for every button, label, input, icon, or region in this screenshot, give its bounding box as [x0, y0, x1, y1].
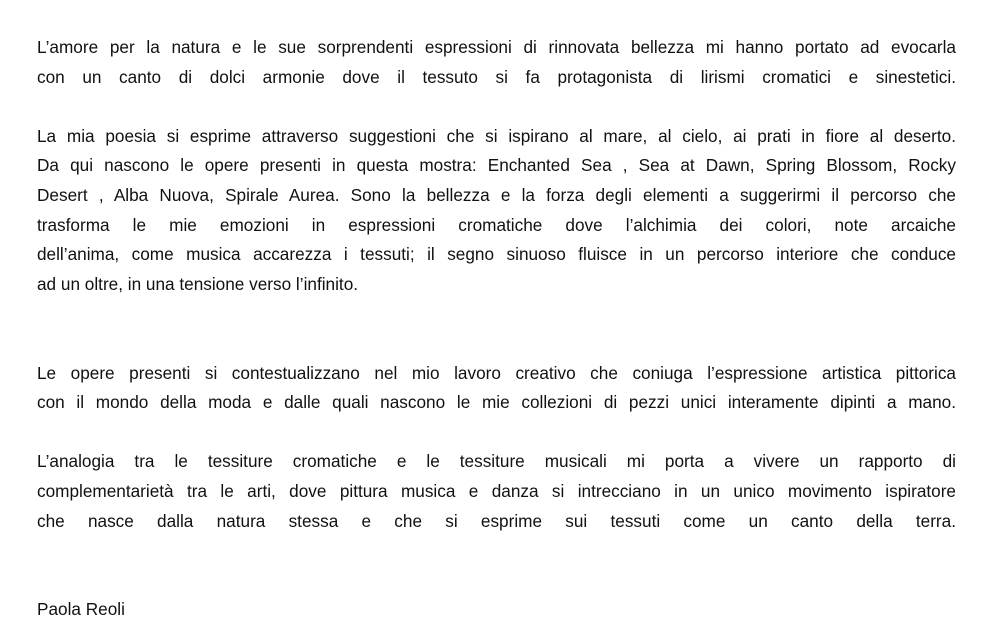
- text-line: ad un oltre, in una tensione verso l’infinito.: [37, 273, 359, 294]
- text-line: con un canto di dolci armonie dove il tessuto si fa protagonista di lirismi cromatici e sinestetici.: [37, 66, 956, 87]
- paragraph-3: [37, 359, 956, 418]
- document-body: [37, 33, 956, 625]
- text-line: La mia poesia si esprime attraverso suggestioni che si ispirano al mare, al cielo, ai prati in fiore al deserto.: [37, 125, 956, 146]
- paragraph-4: [37, 447, 956, 536]
- paragraph-1: [37, 33, 956, 92]
- text-line: che nasce dalla natura stessa e che si esprime sui tessuti come un canto della terra.: [37, 510, 956, 531]
- text-line: con il mondo della moda e dalle quali nascono le mie collezioni di pezzi unici interamente dipinti a mano.: [37, 392, 956, 413]
- text-line: L’amore per la natura e le sue sorprendenti espressioni di rinnovata bellezza mi hanno portato ad evocarla: [37, 37, 956, 57]
- text-line: trasforma le mie emozioni in espressioni cromatiche dove l’alchimia dei colori, note arcaiche: [37, 214, 956, 235]
- paragraph-2: [37, 122, 956, 300]
- text-line: Da qui nascono le opere presenti in questa mostra: Enchanted Sea , Sea at Dawn, Spring Blossom, Rocky: [37, 155, 956, 176]
- text-line: dell’anima, come musica accarezza i tessuti; il segno sinuoso fluisce in un percorso interiore che conduce: [37, 244, 956, 265]
- paragraph-spacer: [37, 92, 956, 122]
- text-line: complementarietà tra le arti, dove pittura musica e danza si intrecciano in un unico movimento ispiratore: [37, 480, 956, 501]
- paragraph-spacer: [37, 418, 956, 448]
- paragraph-spacer: [37, 299, 956, 358]
- signature: Paola Reoli: [37, 599, 125, 620]
- paragraph-spacer: [37, 536, 956, 595]
- text-line: Desert , Alba Nuova, Spirale Aurea. Sono la bellezza e la forza degli elementi a suggerirmi il percorso che: [37, 184, 956, 205]
- text-line: L’analogia tra le tessiture cromatiche e le tessiture musicali mi porta a vivere un rapporto di: [37, 451, 956, 472]
- text-line: Le opere presenti si contestualizzano nel mio lavoro creativo che coniuga l’espressione artistica pittorica: [37, 362, 956, 383]
